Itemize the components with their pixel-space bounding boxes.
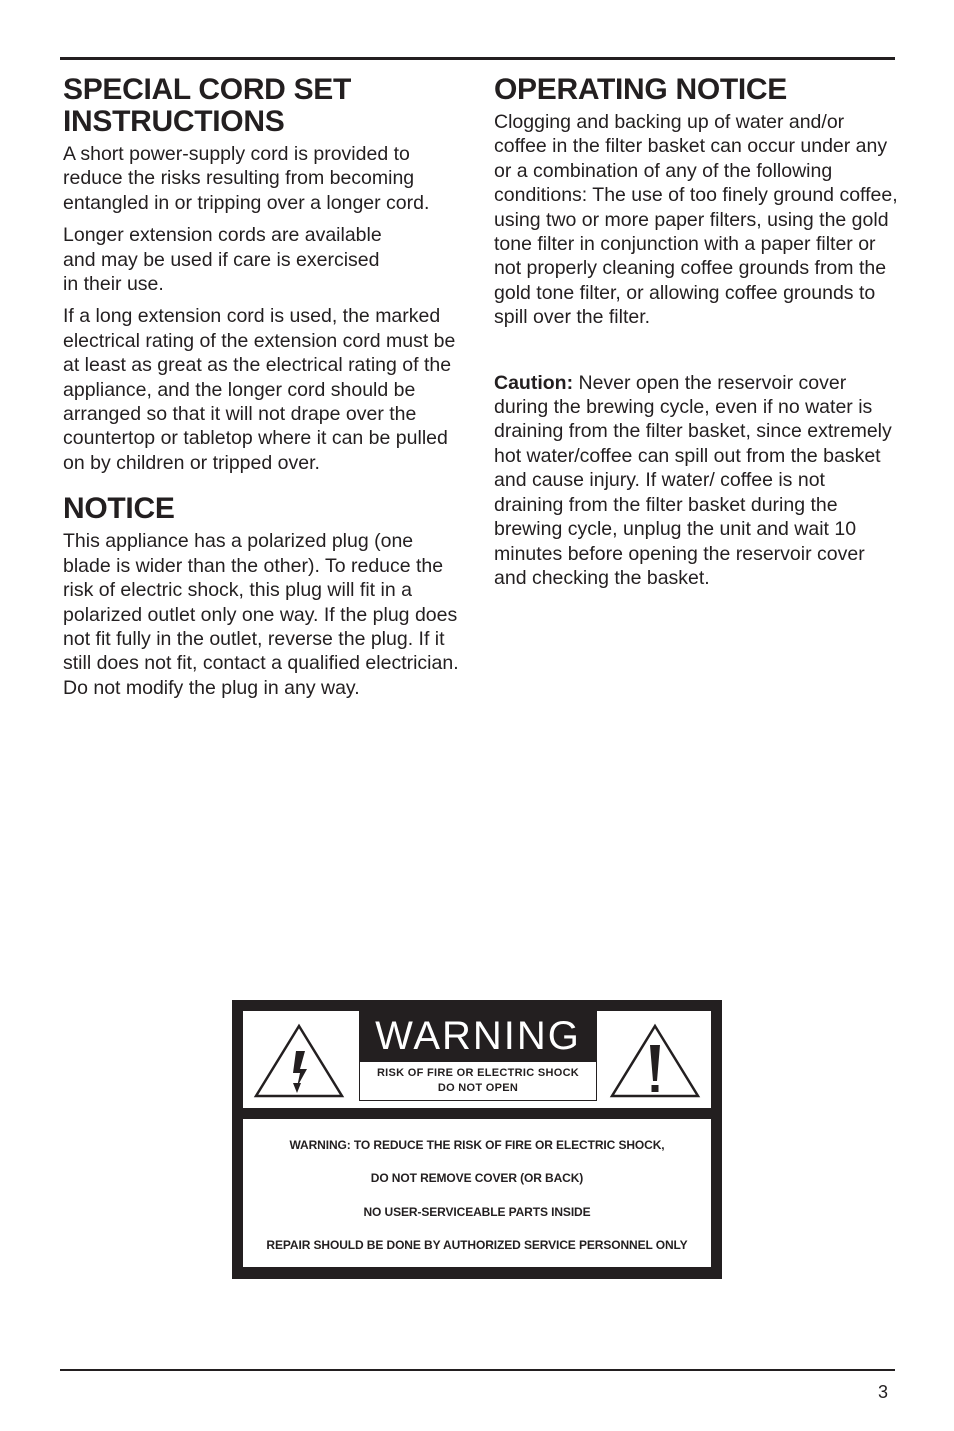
cord-paragraph-2-line: Longer extension cords are available: [63, 224, 382, 247]
cord-heading-line2: INSTRUCTIONS: [63, 105, 285, 138]
cord-paragraph-2: [63, 223, 473, 296]
warning-line: REPAIR SHOULD BE DONE BY AUTHORIZED SERVICE PERSONNEL ONLY: [266, 1237, 688, 1252]
bottom-rule: [60, 1369, 895, 1371]
caution-text: Never open the reservoir cover during the brewing cycle, even if no water is draining from the filter basket, since extremely hot water/coffee can spill out from the basket and cause injury. If water/ coffee is not draining from the filter basket during the brewing cycle, unplug the unit and wait 10 minutes before opening the reservoir cover and checking the basket.: [494, 371, 892, 589]
warning-line: WARNING: TO REDUCE THE RISK OF FIRE OR ELECTRIC SHOCK,: [289, 1138, 665, 1152]
cord-paragraph-3: If a long extension cord is used, the marked electrical rating of the extension cord must be at least as great as the electrical rating of the appliance, and the longer cord should be arranged so that it will not drape over the countertop or tabletop where it can be pulled on by children or tripped over.: [63, 305, 456, 474]
cord-paragraph-2-line: and may be used if care is exercised: [63, 248, 380, 271]
warning-subtitle-line1: RISK OF FIRE OR ELECTRIC SHOCK: [376, 1067, 580, 1079]
cord-heading-line1: SPECIAL CORD SET: [63, 73, 352, 106]
warning-label-bottom: [243, 1119, 711, 1267]
warning-lines: [243, 1129, 711, 1262]
top-rule: [60, 57, 895, 60]
warning-subtitle-box: [359, 1061, 597, 1101]
warning-label-top: [243, 1011, 711, 1108]
notice-paragraph: This appliance has a polarized plug (one blade is wider than the other). To reduce the risk of electric shock, this plug will fit in a polarized outlet only one way. If the plug does not fit fully in the outlet, reverse the plug. If it still does not fit, contact a qualified electrician. Do not modify the plug in any way.: [63, 530, 459, 699]
warning-label: [232, 1000, 722, 1279]
operating-heading: OPERATING NOTICE: [494, 73, 787, 106]
electric-shock-warning-icon: [253, 1023, 345, 1104]
warning-subtitle-line2: DO NOT OPEN: [437, 1082, 519, 1094]
warning-title: WARNING: [359, 1011, 597, 1061]
page-number: 3: [878, 1382, 889, 1402]
caution-label: Caution:: [494, 371, 574, 394]
cord-paragraph-2-line: in their use.: [63, 273, 164, 296]
caution-paragraph: [494, 371, 898, 591]
operating-paragraph: Clogging and backing up of water and/or coffee in the filter basket can occur under any or a combination of any of the following conditions: The use of too finely ground coffee, using two or more paper filters, using the gold tone filter in conjunction with a paper filter or not properly cleaning coffee grounds from the gold tone filter, or allowing coffee grounds to spill over the filter.: [494, 111, 898, 329]
cord-heading: [63, 74, 473, 138]
warning-line: NO USER-SERVICEABLE PARTS INSIDE: [363, 1204, 591, 1219]
warning-line: DO NOT REMOVE COVER (OR BACK): [370, 1171, 584, 1186]
right-column: [494, 74, 898, 598]
notice-heading: NOTICE: [63, 492, 175, 526]
exclamation-warning-icon: [609, 1023, 701, 1104]
left-column: [63, 74, 473, 708]
cord-paragraph-1: A short power-supply cord is provided to reduce the risks resulting from becoming entangled in or tripping over a longer cord.: [63, 143, 430, 214]
